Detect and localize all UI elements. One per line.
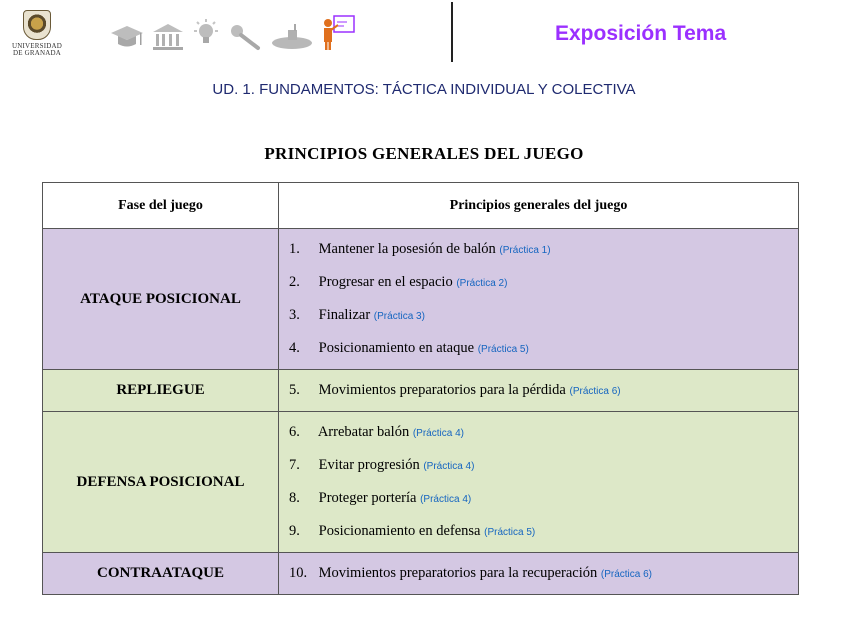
principle-item — [289, 332, 798, 365]
presenter-icon[interactable] — [322, 14, 356, 52]
practice-link[interactable]: (Práctica 4) — [412, 428, 464, 439]
practice-link[interactable]: (Práctica 3) — [373, 311, 425, 322]
table-row-defensa-posicional — [43, 412, 799, 553]
magnifier-icon[interactable] — [228, 22, 262, 52]
phase-cell: ATAQUE POSICIONAL — [43, 229, 279, 370]
phase-cell: REPLIEGUE — [43, 370, 279, 412]
principles-cell — [279, 229, 799, 370]
item-number: 6. — [289, 424, 300, 440]
table-row-repliegue — [43, 370, 799, 412]
item-number: 5. — [289, 382, 300, 398]
item-text: Mantener la posesión de balón — [318, 241, 496, 257]
item-number: 7. — [289, 457, 300, 473]
practice-link[interactable]: (Práctica 4) — [420, 494, 472, 505]
header-bar — [0, 0, 848, 70]
principle-item — [289, 374, 798, 407]
table-header-row — [43, 183, 799, 229]
nav-icon-bar — [110, 8, 356, 52]
item-text: Progresar en el espacio — [318, 274, 453, 290]
practice-link[interactable]: (Práctica 5) — [484, 527, 536, 538]
university-crest-icon — [23, 10, 51, 40]
item-text: Proteger portería — [318, 490, 417, 506]
item-text: Arrebatar balón — [317, 424, 410, 440]
university-name: UNIVERSIDAD DE GRANADA — [12, 42, 63, 57]
principle-item — [289, 515, 798, 548]
page-title: Exposición Tema — [555, 22, 727, 45]
principles-table — [42, 182, 799, 595]
item-number: 8. — [289, 490, 300, 506]
practice-link[interactable]: (Práctica 1) — [499, 245, 551, 256]
principle-item — [289, 299, 798, 332]
item-number: 4. — [289, 340, 300, 356]
phase-cell: DEFENSA POSICIONAL — [43, 412, 279, 553]
principle-item — [289, 233, 798, 266]
principles-cell — [279, 370, 799, 412]
principle-item — [289, 266, 798, 299]
phase-cell: CONTRAATAQUE — [43, 553, 279, 595]
practice-link[interactable]: (Práctica 4) — [423, 461, 475, 472]
table-title: PRINCIPIOS GENERALES DEL JUEGO — [264, 144, 584, 163]
practice-link[interactable]: (Práctica 6) — [569, 386, 621, 397]
item-text: Movimientos preparatorios para la pérdida — [318, 382, 566, 398]
item-number: 1. — [289, 241, 300, 257]
item-text: Finalizar — [318, 307, 371, 323]
item-text: Movimientos preparatorios para la recuperación — [318, 565, 598, 581]
item-number: 2. — [289, 274, 300, 290]
column-header-phase: Fase del juego — [43, 183, 279, 229]
item-number: 3. — [289, 307, 300, 323]
item-number: 9. — [289, 523, 300, 539]
item-number: 10. — [289, 565, 308, 581]
university-logo[interactable] — [12, 10, 62, 70]
table-row-ataque-posicional — [43, 229, 799, 370]
header-divider — [451, 2, 453, 62]
institution-icon[interactable] — [152, 22, 184, 52]
principle-item — [289, 449, 798, 482]
submarine-icon[interactable] — [270, 22, 314, 52]
practice-link[interactable]: (Práctica 2) — [456, 278, 508, 289]
graduation-cap-icon[interactable] — [110, 22, 144, 52]
lightbulb-icon[interactable] — [192, 18, 220, 52]
item-text: Posicionamiento en defensa — [318, 523, 481, 539]
item-text: Evitar progresión — [318, 457, 420, 473]
unit-subtitle: UD. 1. FUNDAMENTOS: TÁCTICA INDIVIDUAL Y COLECTIVA — [212, 81, 636, 98]
column-header-principles: Principios generales del juego — [279, 183, 799, 229]
principle-item — [289, 557, 798, 590]
item-text: Posicionamiento en ataque — [318, 340, 475, 356]
principles-cell — [279, 412, 799, 553]
practice-link[interactable]: (Práctica 5) — [477, 344, 529, 355]
principle-item — [289, 482, 798, 515]
principles-cell — [279, 553, 799, 595]
practice-link[interactable]: (Práctica 6) — [600, 569, 652, 580]
table-row-contraataque — [43, 553, 799, 595]
principle-item — [289, 416, 798, 449]
